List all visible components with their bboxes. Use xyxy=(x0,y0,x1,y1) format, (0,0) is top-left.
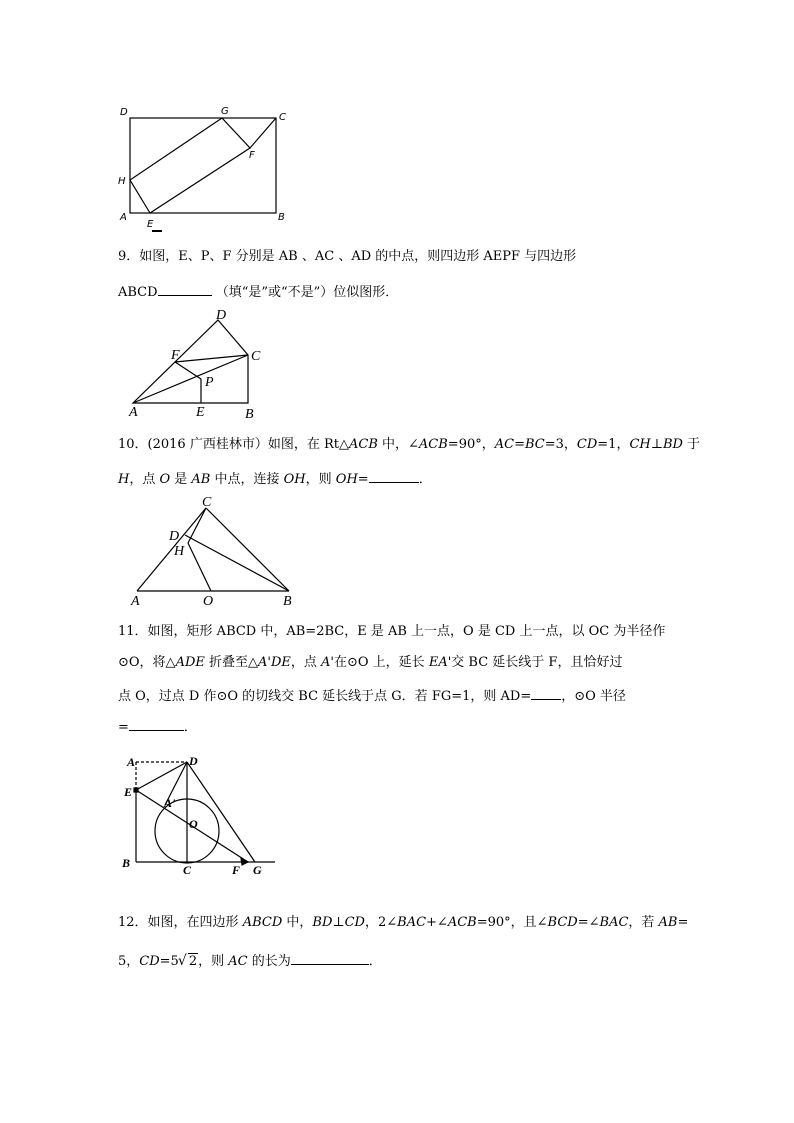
label-e: E xyxy=(147,219,154,230)
q9-abcd: ABCD xyxy=(118,285,158,300)
q10-label-h: H xyxy=(174,544,185,559)
q12-u5: ，则 xyxy=(198,954,229,969)
segment-fp xyxy=(175,362,201,379)
label-d: D xyxy=(120,107,128,118)
q10-t4: ∠ACB xyxy=(408,437,448,452)
label-h: H xyxy=(118,176,126,187)
q12-sqrt xyxy=(179,954,198,970)
q12-u2: CD xyxy=(139,954,160,969)
q10-label-o: O xyxy=(203,594,214,609)
segment-fc xyxy=(175,355,248,362)
q11-t3: 折叠至△ xyxy=(204,655,259,670)
q12-t5: ，2∠ xyxy=(364,915,398,930)
q10-u10: = xyxy=(357,472,369,487)
label-g: G xyxy=(221,106,229,117)
q11-line2 xyxy=(118,655,622,671)
q10-t11: =1， xyxy=(597,437,630,452)
q9-label-e: E xyxy=(196,405,205,420)
q12-u8: ． xyxy=(368,954,382,969)
q10-u7: OH xyxy=(283,472,306,487)
q10-u6: 中点，连接 xyxy=(210,472,284,487)
q10-t3: 中， xyxy=(377,437,409,452)
q11-label-b: B xyxy=(122,856,131,870)
q9-label-b: B xyxy=(245,407,254,422)
q10-u9: OH xyxy=(335,472,358,487)
q11-line4-a: = xyxy=(118,720,129,735)
q12-t9: =90°，且∠ xyxy=(476,915,548,930)
q11-label-c: C xyxy=(183,863,192,877)
q9-line2 xyxy=(118,283,398,301)
q10-u4: 是 xyxy=(170,472,192,487)
q11-ad-blank[interactable] xyxy=(531,687,561,700)
q11-label-g: G xyxy=(253,863,262,877)
q11-t7: 在⊙O 上，延长 xyxy=(334,655,429,670)
q11-t8: EA' xyxy=(428,655,452,670)
q12-sqrt-radicand: 2 xyxy=(188,954,198,969)
q12-u7: 的长为 xyxy=(247,954,291,969)
q11-t4: A'DE xyxy=(258,655,291,670)
segment-db xyxy=(185,535,289,591)
q10-label-d: D xyxy=(169,529,180,544)
label-b: B xyxy=(278,212,285,223)
q11-line3-a: 点 O，过点 D 作⊙O 的切线交 BC 延长线于点 G．若 FG=1，则 AD= xyxy=(118,689,532,704)
point-e xyxy=(134,788,138,792)
q10-t10: CD xyxy=(576,437,598,452)
q10-t2: △ACB xyxy=(338,437,378,452)
q12-line2 xyxy=(118,952,382,970)
q12-t2: ABCD xyxy=(242,915,283,930)
label-a: A xyxy=(120,212,127,223)
q12-t1: 12．如图，在四边形 xyxy=(118,915,243,930)
q12-t13: ，若 xyxy=(628,915,659,930)
q10-t13: 于 xyxy=(682,437,701,452)
q11-t5: ，点 xyxy=(290,655,322,670)
q9-answer-blank[interactable] xyxy=(158,283,212,296)
q10-u2: ，点 xyxy=(129,472,160,487)
q12-line1 xyxy=(118,915,688,931)
q11-line4 xyxy=(118,718,197,736)
q11-label-o: O xyxy=(189,817,198,831)
q11-radius-blank[interactable] xyxy=(129,718,184,731)
q12-u6: AC xyxy=(228,954,248,969)
q10-t1: 10．(2016 广西桂林市）如图，在 Rt xyxy=(118,437,339,452)
q12-u1: 5， xyxy=(118,954,140,969)
q12-t11: =∠ xyxy=(577,915,600,930)
q12-t6: BAC xyxy=(397,915,427,930)
quad-abcd xyxy=(133,320,248,403)
q10-line2 xyxy=(118,470,432,488)
q11-line3-b: ，⊙O 半径 xyxy=(561,689,626,704)
q10-t9: =3， xyxy=(544,437,577,452)
q11-line3 xyxy=(118,687,626,705)
q10-t6: AC xyxy=(494,437,515,452)
q10-t7: = xyxy=(514,437,525,452)
q10-label-b: B xyxy=(283,594,292,609)
q10-t8: BC xyxy=(524,437,545,452)
figure-q10 xyxy=(125,493,305,608)
q10-u8: ，则 xyxy=(305,472,336,487)
segment-ac xyxy=(137,508,206,591)
q12-t4: BD⊥CD xyxy=(312,915,365,930)
q9-line2-post: （填“是”或“不是”）位似图形． xyxy=(215,285,399,300)
inner-rect-efgh xyxy=(130,118,250,213)
q11-t2: ADE xyxy=(175,655,205,670)
q11-t6: A' xyxy=(321,655,334,670)
segment-ho xyxy=(188,543,211,591)
segment-cb xyxy=(206,508,289,591)
q10-label-a: A xyxy=(131,594,140,609)
q10-t12: CH⊥BD xyxy=(629,437,683,452)
q11-label-e: E xyxy=(124,785,133,799)
q11-t1: ⊙O，将△ xyxy=(118,655,176,670)
label-f: F xyxy=(249,150,255,161)
figure-rectangle-efgh xyxy=(110,100,300,235)
q9-label-f: F xyxy=(171,348,180,363)
q12-t14: AB xyxy=(658,915,678,930)
q12-t12: BAC xyxy=(599,915,629,930)
q10-u5: AB xyxy=(191,472,211,487)
segment-fc xyxy=(250,118,276,148)
figure-q9 xyxy=(120,305,290,423)
q9-line1: 9．如图，E、P、F 分别是 AB 、AC 、AD 的中点，则四边形 AEPF 与四边形 xyxy=(118,249,577,264)
segment-ac xyxy=(133,355,248,403)
q12-t8: ACB xyxy=(447,915,477,930)
q11-line1: 11．如图，矩形 ABCD 中，AB=2BC，E 是 AB 上一点，O 是 CD 上一点，以 OC 为半径作 xyxy=(118,624,666,639)
q10-t5: =90°， xyxy=(447,437,495,452)
q10-u1: H xyxy=(118,472,130,487)
label-c: C xyxy=(279,112,286,123)
q9-label-a: A xyxy=(129,405,138,420)
q9-label-p: P xyxy=(205,375,214,390)
figure-q11 xyxy=(115,750,285,880)
q12-t3: 中， xyxy=(282,915,313,930)
segment-dg xyxy=(187,762,255,862)
q11-label-a1: A' xyxy=(164,796,176,810)
q9-label-c: C xyxy=(251,349,261,364)
q11-t9: 交 BC 延长线于 F，且恰好过 xyxy=(451,655,623,670)
q11-label-d: D xyxy=(189,754,198,768)
q10-u3: O xyxy=(159,472,171,487)
q12-u3: =5 xyxy=(159,954,179,969)
q10-line1 xyxy=(118,437,700,453)
q12-answer-blank[interactable] xyxy=(291,952,369,965)
q12-t7: +∠ xyxy=(426,915,448,930)
q10-u11: ． xyxy=(418,472,432,487)
q12-t15: = xyxy=(677,915,689,930)
q11-line4-b: ． xyxy=(183,720,197,735)
q10-label-c: C xyxy=(202,495,212,510)
q9-label-d: D xyxy=(216,308,227,323)
q11-label-a: A xyxy=(127,755,136,769)
q12-t10: BCD xyxy=(547,915,578,930)
q10-answer-blank[interactable] xyxy=(369,470,419,483)
q11-label-f: F xyxy=(232,863,241,877)
